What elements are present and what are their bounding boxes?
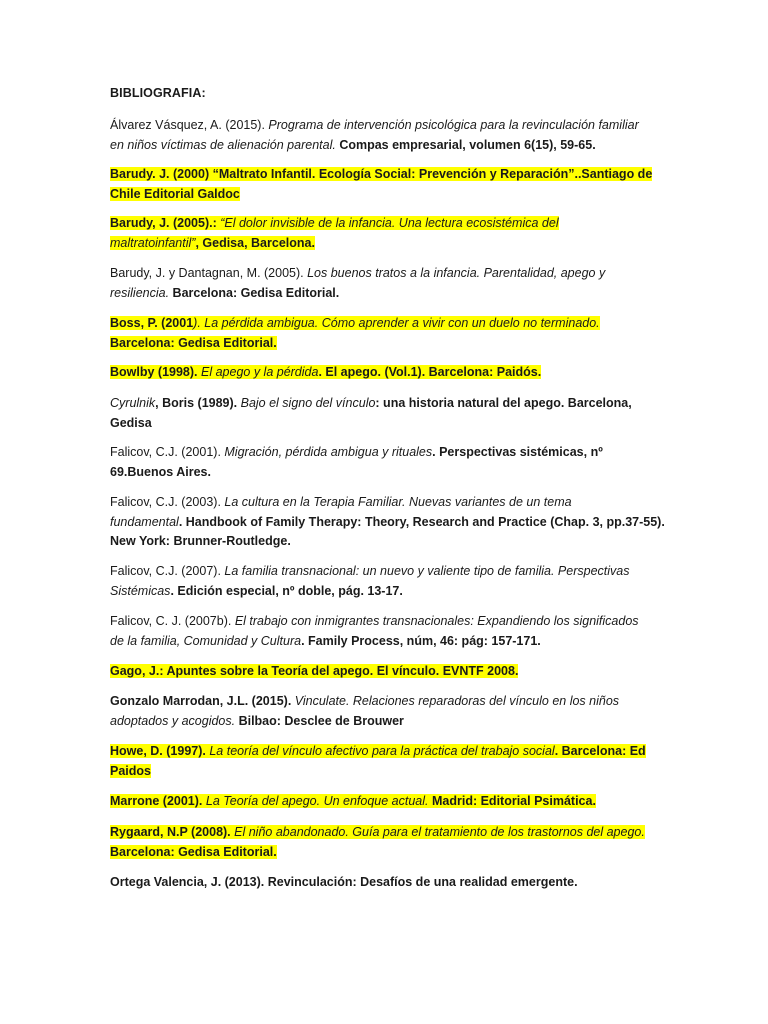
- reference-gago-2008: Gago, J.: Apuntes sobre la Teoría del apego. El vínculo. EVNTF 2008.: [110, 664, 519, 678]
- reference-howe-1997: Howe, D. (1997). La teoría del vínculo afectivo para la práctica del trabajo social. Barcelona: Ed Paidos: [110, 744, 646, 778]
- reference-barudy-2005: Barudy, J. (2005).: “El dolor invisible de la infancia. Una lectura ecosistémica del maltratoinfantil”, Gedisa, Barcelona.: [110, 216, 559, 250]
- bibliography-heading: BIBLIOGRAFIA:: [110, 86, 206, 100]
- reference-falicov-2007b: Falicov, C. J. (2007b). El trabajo con inmigrantes transnacionales: Expandiendo los significados de la familia, Comunidad y Cultura. Family Process, núm, 46: pág: 157-171.: [110, 614, 639, 648]
- reference-cyrulnik-1989: Cyrulnik, Boris (1989). Bajo el signo del vínculo: una historia natural del apego. Barcelona, Gedisa: [110, 396, 632, 430]
- reference-alvarez-2015: Álvarez Vásquez, A. (2015). Programa de intervención psicológica para la revinculación familiar en niños víctimas de alienación parental. Compas empresarial, volumen 6(15), 59-65.: [110, 118, 639, 152]
- reference-bowlby-1998: Bowlby (1998). El apego y la pérdida. El apego. (Vol.1). Barcelona: Paidós.: [110, 365, 542, 379]
- reference-falicov-2001: Falicov, C.J. (2001). Migración, pérdida ambigua y rituales. Perspectivas sistémicas, nº 69.Buenos Aires.: [110, 445, 603, 479]
- reference-gonzalo-marrodan-2015: Gonzalo Marrodan, J.L. (2015). Vinculate. Relaciones reparadoras del vínculo en los niños adoptados y acogidos. Bilbao: Desclee de Brouwer: [110, 694, 620, 728]
- reference-ortega-valencia-2013: Ortega Valencia, J. (2013). Revinculación: Desafíos de una realidad emergente.: [110, 875, 578, 889]
- reference-marrone-2001: Marrone (2001). La Teoría del apego. Un enfoque actual. Madrid: Editorial Psimática.: [110, 794, 596, 808]
- reference-rygaard-2008: Rygaard, N.P (2008). El niño abandonado. Guía para el tratamiento de los trastornos del apego. Barcelona: Gedisa Editorial.: [110, 825, 645, 859]
- reference-falicov-2003: Falicov, C.J. (2003). La cultura en la Terapia Familiar. Nuevas variantes de un tema fundamental. Handbook of Family Therapy: Theory, Research and Practice (Chap. 3, pp.37-55). New York: Brunner-Routledge.: [110, 495, 665, 548]
- reference-boss-2001: Boss, P. (2001). La pérdida ambigua. Cómo aprender a vivir con un duelo no terminado. Barcelona: Gedisa Editorial.: [110, 316, 600, 350]
- reference-barudy-2000: Barudy. J. (2000) “Maltrato Infantil. Ecología Social: Prevención y Reparación”..Santiago de Chile Editorial Galdoc: [110, 167, 653, 201]
- reference-falicov-2007: Falicov, C.J. (2007). La familia transnacional: un nuevo y valiente tipo de familia. Perspectivas Sistémicas. Edición especial, nº doble, pág. 13-17.: [110, 564, 630, 598]
- reference-barudy-dantagnan-2005: Barudy, J. y Dantagnan, M. (2005). Los buenos tratos a la infancia. Parentalidad, apego y resiliencia. Barcelona: Gedisa Editorial.: [110, 266, 606, 300]
